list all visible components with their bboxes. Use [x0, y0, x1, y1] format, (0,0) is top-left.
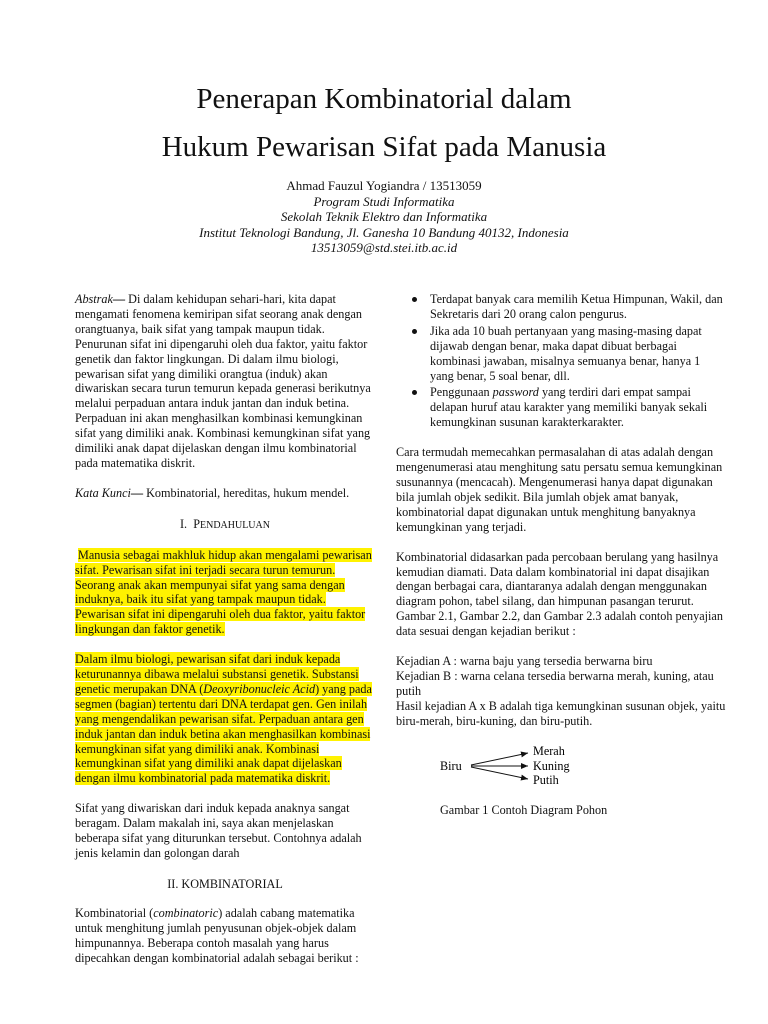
tree-diagram-svg [396, 743, 726, 793]
right-column [396, 292, 726, 817]
para-2-term: Deoxyribonucleic Acid [203, 681, 316, 696]
author-email: 13513059@std.stei.itb.ac.id [310, 240, 458, 255]
bullet-term: password [492, 385, 539, 400]
keywords-text: Kombinatorial, hereditas, hukum mendel. [146, 485, 350, 500]
event-a: Kejadian A : warna baju yang tersedia berwarna biru [396, 654, 653, 669]
tree-root: Biru [440, 758, 462, 773]
section-1-para-1 [75, 548, 375, 637]
para-2-text-a: Dalam ilmu biologi, pewarisan sifat dari induk kepada keturunannya dibawa melalui substansi genetik. Substansi genetic merupakan DNA ( [75, 652, 359, 696]
bullet-text: Terdapat banyak cara memilih Ketua Himpunan, Wakil, dan Sekretaris dari 20 orang calon pengurus. [430, 292, 723, 321]
s2-text-a: Kombinatorial ( [75, 905, 154, 920]
list-item [396, 324, 726, 384]
section-1-numeral: I. [180, 516, 188, 531]
author-block [0, 178, 768, 256]
tree-leaf: Merah [533, 743, 565, 758]
event-b: Kejadian B : warna celana tersedia berwarna merah, kuning, atau putih [396, 668, 714, 698]
section-2-para-1 [75, 906, 375, 966]
event-result: Hasil kejadian A x B adalah tiga kemungkinan susunan objek, yaitu biru-merah, biru-kuning, dan biru-putih. [396, 698, 726, 728]
keywords-dash: — [130, 485, 147, 500]
paper-title-line2: Hukum Pewarisan Sifat pada Manusia [161, 131, 607, 163]
section-1-para-3: Sifat yang diwariskan dari induk kepada anaknya sangat beragam. Dalam makalah ini, saya akan menjelaskan beberapa sifat yang diturunkan tersebut. Contohnya adalah jenis kelamin dan golongan darah [75, 801, 362, 860]
abstract-text: Di dalam kehidupan sehari-hari, kita dapat mengamati fenomena kemiripan sifat seorang anak dengan orangtuanya, baik sifat yang tampak maupun tidak. Penurunan sifat ini dipengaruhi oleh dua faktor, yaitu faktor genetik dan faktor lingkungan. Di dalam ilmu biologi, pewarisan sifat yang dimiliki orangtua (induk) akan diwariskan secara turun temurun kepada generasi berikutnya melalui perpaduan antara induk jantan dan induk betina. Perpaduan ini akan menghasilkan kombinasi kemungkinan sifat yang dimiliki anak. Kombinasi kemungkinan sifat yang dimiliki anak dapat dijelaskan dengan ilmu kombinatorial pada matematika diskrit. [75, 292, 371, 470]
bullet-icon [412, 297, 417, 302]
abstract [75, 292, 375, 471]
author-name: Ahmad Fauzul Yogiandra / 13513059 [286, 178, 482, 193]
section-1-para-2 [75, 652, 375, 786]
bullet-text-a: Penggunaan [430, 385, 493, 400]
section-2-heading: II. KOMBINATORIAL [167, 876, 283, 891]
author-school: Sekolah Teknik Elektro dan Informatika [280, 209, 488, 224]
section-1-rest: ENDAHULUAN [199, 519, 270, 531]
right-para-1: Cara termudah memecahkan permasalahan di atas adalah dengan mengenumerasi atau menghitung satu persatu semua kemungkinan susunannya (mencacah). Mengenumerasi hanya dapat digunakan bila jumlah objek sedikit. Bila jumlah objek amat banyak, kombinatorial dapat digunakan untuk menghitung banyaknya kemungkinan yang terjadi. [396, 445, 723, 534]
bullet-icon [412, 329, 417, 334]
list-item [396, 385, 726, 430]
author-institute: Institut Teknologi Bandung, Jl. Ganesha 10 Bandung 40132, Indonesia [199, 224, 569, 240]
keywords-label: Kata Kunci [75, 485, 131, 500]
bullet-text: Jika ada 10 buah pertanyaan yang masing-masing dapat dijawab dengan benar, maka dapat dibuat berbagai kombinasi jawaban, misalnya semuanya benar, hanya 1 yang benar, 5 soal benar, dll. [430, 323, 702, 383]
highlighted-text [75, 652, 372, 785]
example-list [396, 292, 726, 430]
bullet-text-b: yang terdiri dari empat sampai delapan huruf atau karakter yang memiliki banyak sekali kemungkinan susunan karakterkarakter. [430, 385, 708, 430]
keywords [75, 486, 375, 501]
abstract-dash: — [112, 292, 129, 306]
highlighted-text: Manusia sebagai makhluk hidup akan mengalami pewarisan sifat. Pewarisan sifat ini terjadi secara turun temurun. Seorang anak akan mempunyai sifat yang sama dengan induknya, baik itu sifat yang tampak maupun tidak. Pewarisan sifat ini dipengaruhi oleh dua faktor, yaitu faktor lingkungan dan faktor genetik. [75, 547, 372, 637]
section-1-first-letter: P [193, 516, 200, 531]
tree-diagram [396, 743, 726, 793]
paper-title-line1: Penerapan Kombinatorial dalam [196, 83, 572, 115]
right-para-2: Kombinatorial didasarkan pada percobaan berulang yang hasilnya kemudian diamati. Data dalam kombinatorial ini dapat disajikan dengan berbagai cara, diantaranya adalah dengan menggunakan diagram pohon, tabel silang, dan himpunan pasangan terurut. Gambar 2.1, Gambar 2.2, dan Gambar 2.3 adalah contoh penyajian data sesuai dengan kejadian berikut : [396, 549, 723, 639]
s2-text-b: ) adalah cabang matematika untuk menghitung jumlah penyusunan objek-objek dalam himpunannya. Beberapa contoh masalah yang harus dipecahkan dengan kombinatorial adalah sebagai berikut : [75, 905, 359, 965]
tree-branch-line [471, 753, 528, 765]
para-2-text-b: ) yang pada segmen (bagian) tertentu dari DNA terdapat gen. Gen inilah yang mengendalikan pewarisan sifat. Perpaduan antara gen induk jantan dan induk betina akan menghasilkan kombinasi kemungkinan sifat yang dimiliki anak. Kombinasi kemungkinan sifat yang dimiliki anak dapat dijelaskan dengan ilmu kombinatorial pada matematika diskrit. [75, 681, 372, 786]
abstract-label: Abstrak [75, 292, 113, 306]
list-item [396, 292, 726, 322]
bullet-icon [412, 390, 417, 395]
tree-leaf: Putih [533, 772, 559, 787]
tree-branch-line [471, 767, 528, 779]
author-program: Program Studi Informatika [313, 193, 455, 209]
left-column [75, 292, 375, 965]
section-1-heading [75, 517, 375, 534]
figure-caption: Gambar 1 Contoh Diagram Pohon [440, 802, 608, 817]
s2-term: combinatoric [153, 905, 219, 920]
tree-leaf: Kuning [533, 758, 570, 773]
